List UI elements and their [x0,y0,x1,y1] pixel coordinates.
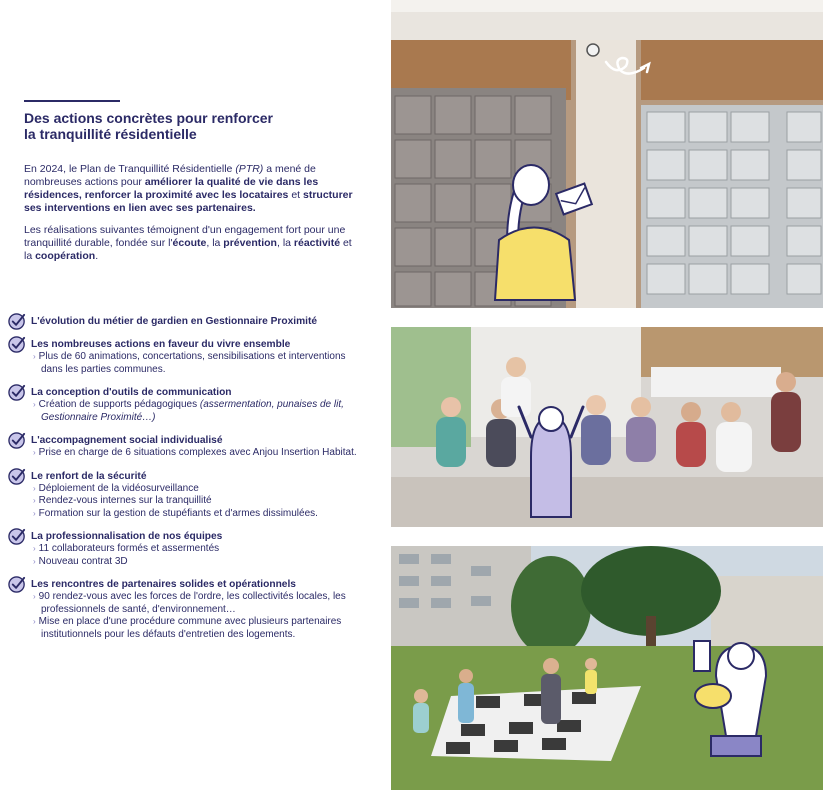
action-detail: › Plus de 60 animations, concertations, sensibilisations et interventions dans les parties communes. [33,351,346,375]
photo-giant-chess [391,546,823,790]
action-item [8,312,358,328]
check-badge-icon [8,431,27,450]
action-item [8,467,358,521]
check-badge-icon [8,383,27,402]
action-title: La professionnalisation de nos équipes [31,531,223,542]
action-title: Le renfort de la sécurité [31,470,147,482]
action-detail: › Déploiement de la vidéosurveillance [33,482,199,494]
title-rule [24,100,120,102]
check-badge-icon [8,575,27,594]
action-title: La conception d'outils de communication [31,387,232,398]
action-detail: › 90 rendez-vous avec les forces de l'ordre, les collectivités locales, les professionnels de santé, d'environnement… [33,591,346,615]
photo-residents-group [391,327,823,527]
intro-text [24,163,354,272]
action-title: L'accompagnement social individualisé [31,435,223,446]
intro-paragraph-1: En 2024, le Plan de Tranquillité Résidentielle (PTR) a mené de nombreuses actions pour améliorer la qualité de vie dans les résidences, renforcer la proximité avec les locataires et structurer ses interventions en lien avec ses partenaires. [24,163,353,214]
check-badge-icon [8,527,27,546]
action-item [8,575,358,641]
action-item [8,527,358,568]
mailboxes-illustration [391,0,823,308]
action-detail: › Nouveau contrat 3D [33,555,128,567]
action-item [8,383,358,424]
photo-mailboxes [391,0,823,308]
action-title: Les nombreuses actions en faveur du vivre ensemble [31,339,291,350]
text-column [0,0,380,791]
action-detail: › Mise en place d'une procédure commune avec plusieurs partenaires institutionnels pour les défauts d'entretien des logements. [33,616,342,640]
chess-illustration [391,546,823,790]
action-detail: › Prise en charge de 6 situations complexes avec Anjou Insertion Habitat. [33,447,357,458]
action-detail: › Rendez-vous internes sur la tranquillité [33,495,212,506]
action-detail: › Formation sur la gestion de stupéfiants et d'armes dissimulées. [33,507,318,519]
action-title: L'évolution du métier de gardien en Gestionnaire Proximité [31,316,318,327]
check-badge-icon [8,312,27,331]
action-item [8,431,358,460]
check-badge-icon [8,467,27,486]
action-title: Les rencontres de partenaires solides et opérationnels [31,579,296,590]
residents-illustration [391,327,823,527]
action-detail: › Création de supports pédagogiques (assermentation, punaises de lit, Gestionnaire Proximité…) [33,399,344,423]
actions-list [8,312,358,648]
action-item [8,335,358,376]
intro-paragraph-2: Les réalisations suivantes témoignent d'un engagement fort pour une tranquillité durable, fondée sur l'écoute, la prévention, la réactivité et la coopération. [24,224,352,262]
check-badge-icon [8,335,27,354]
action-detail: › 11 collaborateurs formés et assermentés [33,543,220,554]
page-title: Des actions concrètes pour renforcer la tranquillité résidentielle [24,110,273,142]
